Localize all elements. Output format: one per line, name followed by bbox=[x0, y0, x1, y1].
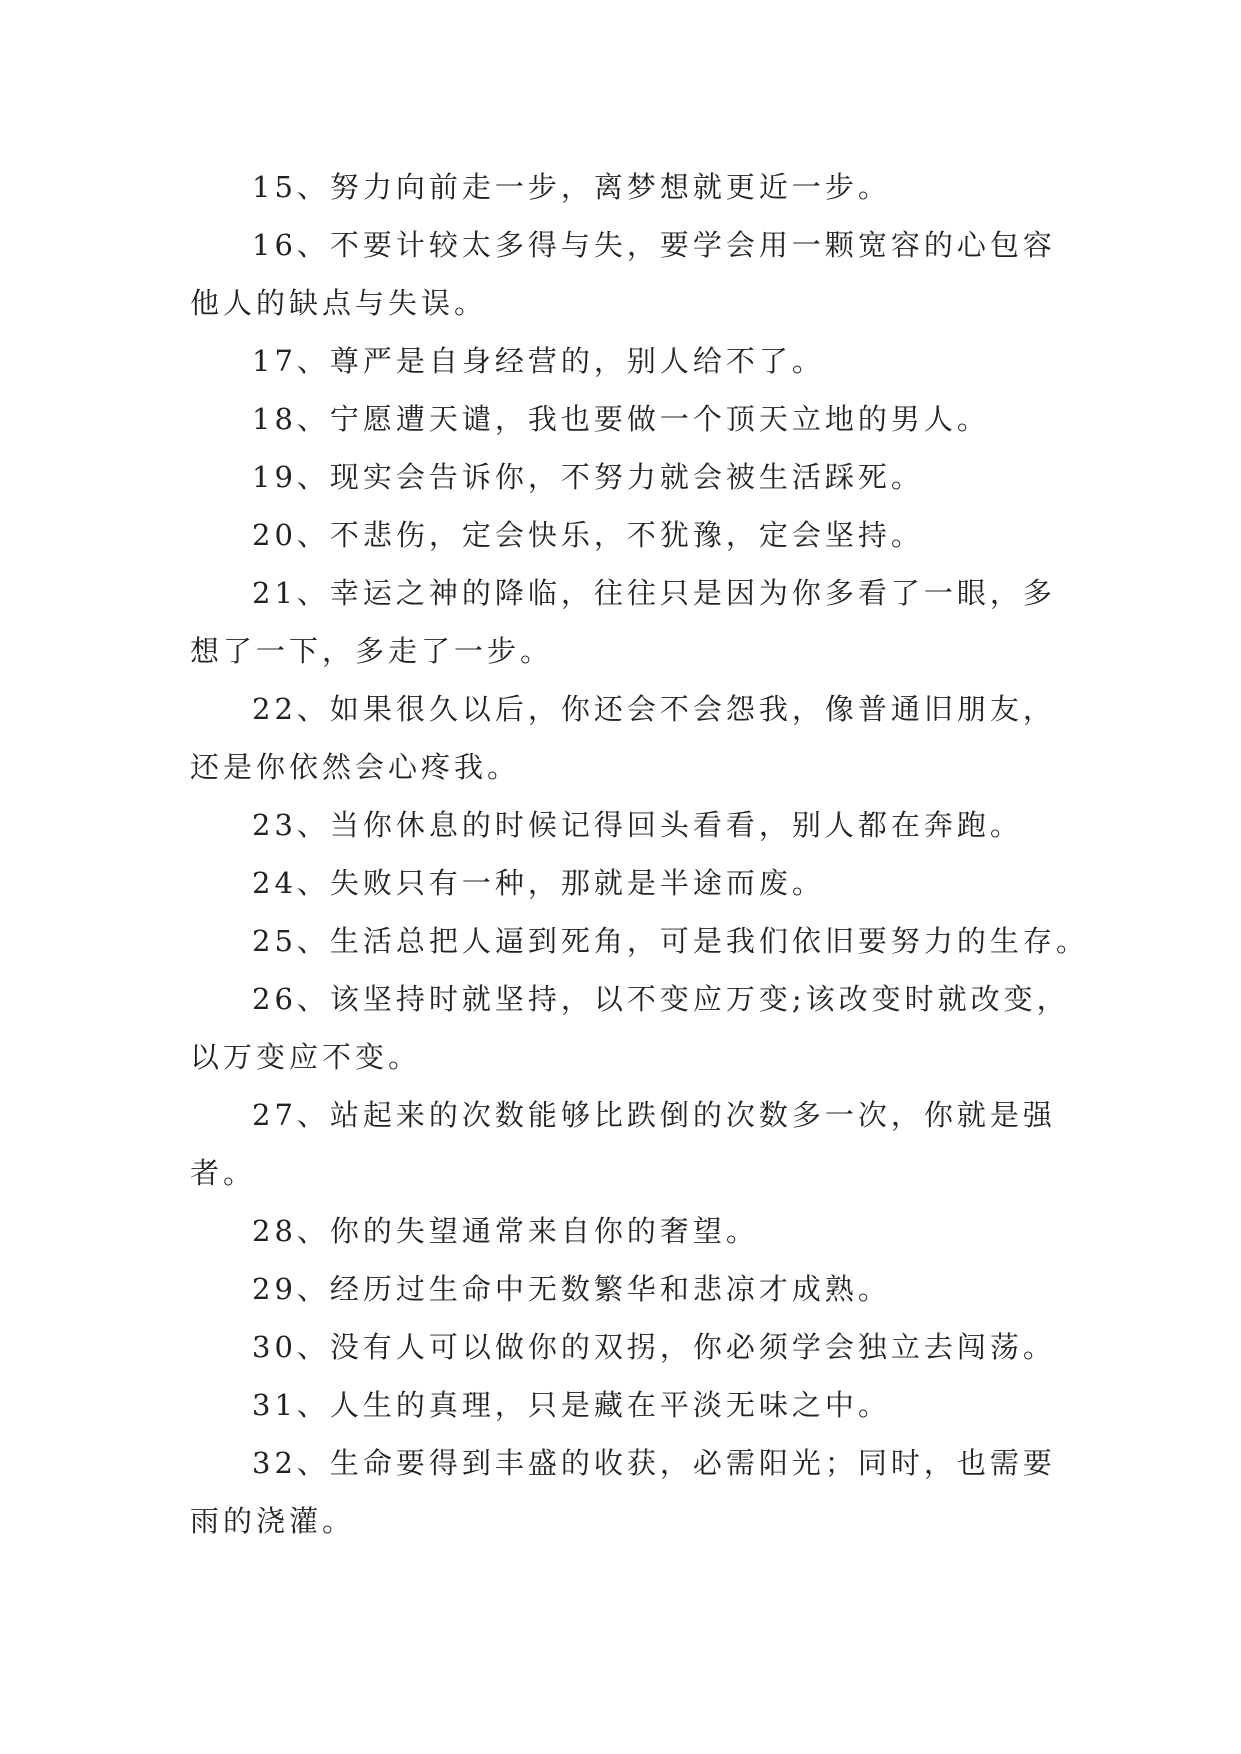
text-line: 22、如果很久以后，你还会不会怨我，像普通旧朋友， bbox=[252, 692, 1056, 726]
text-line: 24、失败只有一种，那就是半途而废。 bbox=[252, 866, 825, 900]
text-line: 29、经历过生命中无数繁华和悲凉才成熟。 bbox=[252, 1272, 891, 1306]
text-line: 17、尊严是自身经营的，别人给不了。 bbox=[252, 344, 825, 378]
text-line: 16、不要计较太多得与失，要学会用一颗宽容的心包容 bbox=[252, 228, 1056, 262]
text-line: 想了一下，多走了一步。 bbox=[190, 634, 554, 668]
text-line: 23、当你休息的时候记得回头看看，别人都在奔跑。 bbox=[252, 808, 1023, 842]
text-line: 21、幸运之神的降临，往往只是因为你多看了一眼，多 bbox=[252, 576, 1056, 610]
text-line: 雨的浇灌。 bbox=[190, 1504, 356, 1538]
text-line: 26、该坚持时就坚持，以不变应万变;该改变时就改变， bbox=[252, 982, 1070, 1016]
text-line: 以万变应不变。 bbox=[190, 1040, 422, 1074]
text-line: 27、站起来的次数能够比跌倒的次数多一次，你就是强 bbox=[252, 1098, 1056, 1132]
text-line: 者。 bbox=[190, 1156, 257, 1190]
text-line: 32、生命要得到丰盛的收获，必需阳光；同时，也需要 bbox=[252, 1446, 1056, 1480]
text-line: 20、不悲伤，定会快乐，不犹豫，定会坚持。 bbox=[252, 518, 924, 552]
document-body bbox=[190, 158, 1089, 1550]
text-line: 31、人生的真理，只是藏在平淡无味之中。 bbox=[252, 1388, 891, 1422]
text-line: 28、你的失望通常来自你的奢望。 bbox=[252, 1214, 759, 1248]
text-line: 30、没有人可以做你的双拐，你必须学会独立去闯荡。 bbox=[252, 1330, 1056, 1364]
text-line: 他人的缺点与失误。 bbox=[190, 286, 488, 320]
text-line: 15、努力向前走一步，离梦想就更近一步。 bbox=[252, 170, 891, 204]
text-line: 19、现实会告诉你，不努力就会被生活踩死。 bbox=[252, 460, 924, 494]
text-line: 25、生活总把人逼到死角，可是我们依旧要努力的生存。 bbox=[252, 924, 1089, 958]
text-line: 18、宁愿遭天谴，我也要做一个顶天立地的男人。 bbox=[252, 402, 990, 436]
text-line: 还是你依然会心疼我。 bbox=[190, 750, 521, 784]
